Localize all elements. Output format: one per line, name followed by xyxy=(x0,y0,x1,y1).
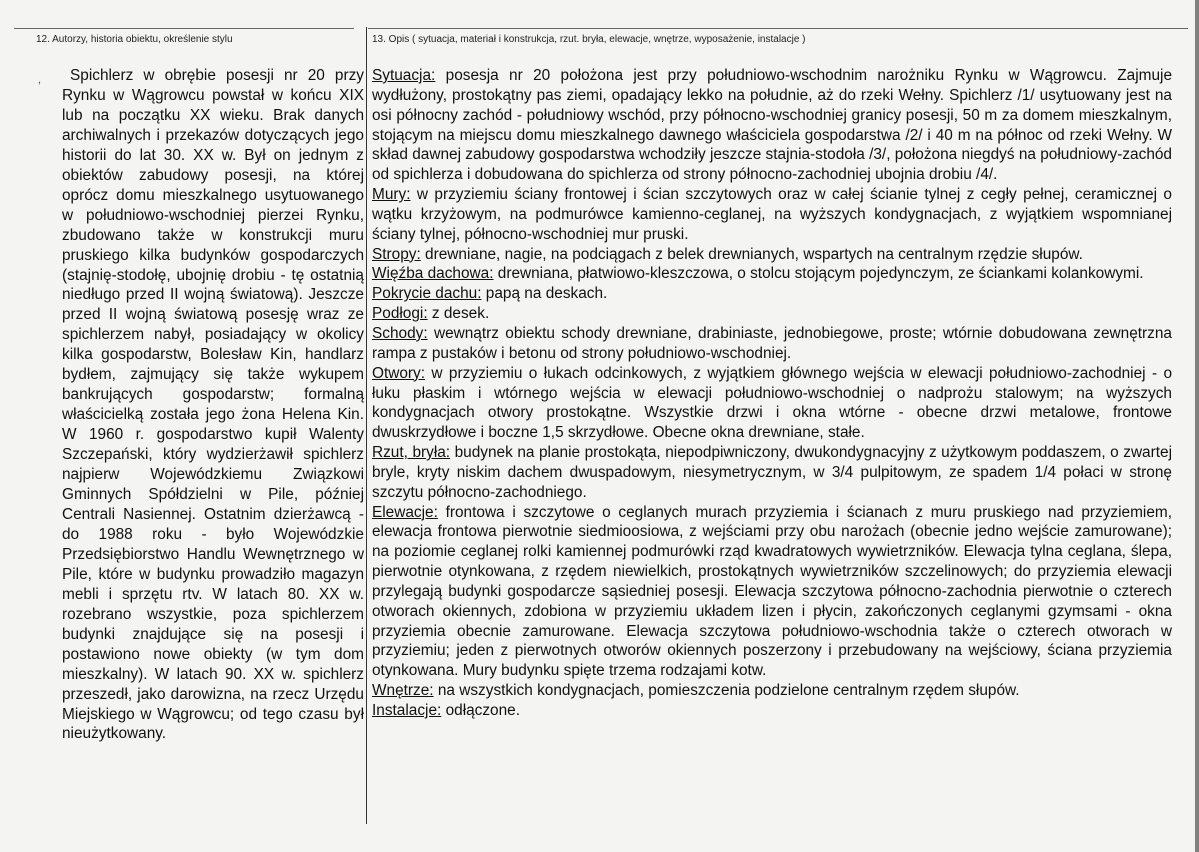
section-text: wewnątrz obiektu schody drewniane, drabiniaste, jednobiegowe, proste; wtórnie dobudowana zewnętrzna rampa z pustaków i betonu od strony południowo-wschodniej. xyxy=(372,324,1172,362)
section-text: drewniane, nagie, na podciągach z belek drewnianych, wspartych na centralnym rzędzie słupów. xyxy=(420,245,1083,263)
section-text: posesja nr 20 położona jest przy południowo-wschodnim narożniku Rynku w Wągrowcu. Zajmuje wydłużony, prostokątny pas ziemi, opadający lekko na południe, aż do rzeki Wełny. Spichlerz /1/ usytuowany jest na osi północny zachód - południowy wschód, przy północno-wschodniej granicy posesji, 50 m za domem mieszkalnym, stojącym na miejscu domu mieszkalnego dawnego właściciela gospodarstwa /2/ i 40 m na północ od rzeki Wełny. W skład dawnej zabudowy gospodarstwa wchodziły jeszcze stajnia-stodoła /3/, położona niegdyś na południowy-zachód od spichlerza i dobudowana do spichlerza od strony północno-zachodniej ubojnia drobiu /4/. xyxy=(372,67,1172,184)
scan-edge xyxy=(1195,0,1199,852)
section-walls xyxy=(372,185,1172,245)
section-openings xyxy=(372,364,1172,443)
section-plan-massing xyxy=(372,443,1172,503)
section-label: Sytuacja: xyxy=(372,67,436,84)
header-rule-left xyxy=(14,28,354,29)
section-label: Stropy: xyxy=(372,245,421,263)
section-installations xyxy=(372,701,1172,721)
section-text: z desek. xyxy=(427,305,490,323)
margin-mark: , xyxy=(38,74,42,86)
section-label: Rzut, bryła: xyxy=(372,444,451,462)
section-label: Wnętrze: xyxy=(372,682,434,700)
section-label: Elewacje: xyxy=(372,503,438,521)
section-label: Schody: xyxy=(372,324,428,342)
section-text: drewniana, płatwiowo-kleszczowa, o stolcu stojącym pojedynczym, ze ściankami kolankowymi. xyxy=(493,265,1144,283)
section-text: budynek na planie prostokąta, niepodpiwniczony, dwukondygnacyjny z użytkowym poddaszem, o zwartej bryle, kryty niskim dachem dwuspadowym, niesymetrycznym, w 3/4 pulpitowym, ze spadem 1/4 połaci w stronę szczytu północno-zachodniego. xyxy=(372,444,1172,501)
section-text: na wszystkich kondygnacjach, pomieszczenia podzielone centralnym rzędem słupów. xyxy=(433,682,1020,700)
section-text: papą na deskach. xyxy=(481,285,608,303)
section-label: Instalacje: xyxy=(372,702,442,719)
section-text: w przyziemiu o łukach odcinkowych, z wyjątkiem głównego wejścia w elewacji południowo-zachodniej - o łuku płaskim i wtórnego wejścia w elewacji południowo-wschodniej o nadprożu stalowym; na wyższych kondygnacjach otwory prostokątne. Wszystkie drzwi i okna wtórne - obecne drzwi metalowe, frontowe dwuskrzydłowe i boczne 1,5 skrzydłowe. Obecne okna drewniane, stałe. xyxy=(372,364,1172,442)
section-text: frontowa i szczytowe o ceglanych murach przyziemia i ścianach z muru pruskiego nad przyziemiem, elewacja frontowa pierwotnie siedmioosiowa, z wejściami przy obu narożach (obecnie jedno wejście zamurowane); na poziomie ceglanej rolki kamiennej podmurówki rząd kwadratowych wywietrzników. Elewacja tylna ceglana, ślepa, pierwotnie otynkowana, z rzędem niewielkich, prostokątnych wywietrzników szczelinowych; do przyziemia elewacji przylegają budynki gospodarcze sąsiedniej posesji. Elewacja szczytowa północno-zachodnia pierwotnie o czterech otworach okiennych, zdobiona w przyziemiu układem lizen i płycin, zakończonych ceglanymi gzymsami - okna przyziemia obecnie zamurowane. Elewacja szczytowa południowo-wschodnia także o czterech otworach w przyziemiu; jeden z pierwotnych otworów okiennych poszerzony i przebudowany na wejściowy, ściana przyziemia otynkowana. Mury budynku spięte trzema rodzajami kotw. xyxy=(372,503,1172,680)
section-elevations xyxy=(372,503,1172,682)
section-situation xyxy=(372,66,1172,185)
section-interior xyxy=(372,681,1172,701)
history-text: Spichlerz w obrębie posesji nr 20 przy Rynku w Wągrowcu powstał w końcu XIX lub na początku XX wieku. Brak danych archiwalnych i przekazów dotyczących jego historii do lat 30. XX w. Był on jednym z obiektów zabudowy posesji, na której oprócz domu mieszkalnego usytuowanego w południowo-wschodniej pierzei Rynku, zbudowano także w konstrukcji muru pruskiego kilka budynków gospodarczych (stajnię-stodołę, ubojnię drobiu - tę ostatnią niedługo przed II wojną światową). Jeszcze przed II wojną światową posesję wraz ze spichlerzem nabył, posiadający w okolicy kilka gospodarstw, Bolesław Kin, handlarz bydłem, zajmujący się także wykupem bankrujących gospodarstw; formalną właścicielką została jego żona Helena Kin. W 1960 r. gospodarstwo kupił Walenty Szczepański, który wydzierżawił spichlerz najpierw Wojewódzkiemu Związkowi Gminnych Spółdzielni w Pile, później Centrali Nasiennej. Ostatnim dzierżawcą - do 1988 roku - było Wojewódzkie Przedsiębiorstwo Handlu Wewnętrznego w Pile, które w budynku prowadziło magazyn mebli i sprzętu rtv. W latach 80. XX w. rozebrano wszystkie, poza spichlerzem budynki znajdujące się na posesji i postawiono nowe obiekty (w tym dom mieszkalny). W latach 90. XX w. spichlerz przeszedł, jako darowizna, na rzecz Urzędu Miejskiego w Wągrowcu; od tego czasu był nieużytkowany. xyxy=(62,67,364,743)
section-label: Otwory: xyxy=(372,364,426,382)
section-label: Pokrycie dachu: xyxy=(372,285,482,303)
description-column xyxy=(372,66,1172,721)
section-label: Mury: xyxy=(372,186,411,204)
section-ceilings xyxy=(372,245,1172,265)
section-label: Więźba dachowa: xyxy=(372,265,494,283)
column-divider xyxy=(366,27,367,824)
section-text: odłączone. xyxy=(441,702,521,719)
section-text: w przyziemiu ściany frontowej i ścian szczytowych oraz w całej ścianie tylnej z cegły pełnej, ceramicznej o wątku krzyżowym, na podmurówce kamienno-ceglanej, na wyższych kondygnacjach, z wyjątkiem wspomnianej ściany tylnej, północno-wschodniej mur pruski. xyxy=(372,186,1172,243)
history-column xyxy=(62,66,364,744)
header-left: 12. Autorzy, historia obiektu, określenie stylu xyxy=(36,34,233,45)
section-roofing xyxy=(372,284,1172,304)
header-right: 13. Opis ( sytuacja, materiał i konstrukcja, rzut. bryła, elewacje, wnętrze, wyposażenie, instalacje ) xyxy=(372,34,806,45)
section-stairs xyxy=(372,324,1172,364)
section-roof-truss xyxy=(372,264,1172,284)
header-rule-right xyxy=(368,28,1188,29)
section-floors xyxy=(372,304,1172,324)
section-label: Podłogi: xyxy=(372,305,428,323)
